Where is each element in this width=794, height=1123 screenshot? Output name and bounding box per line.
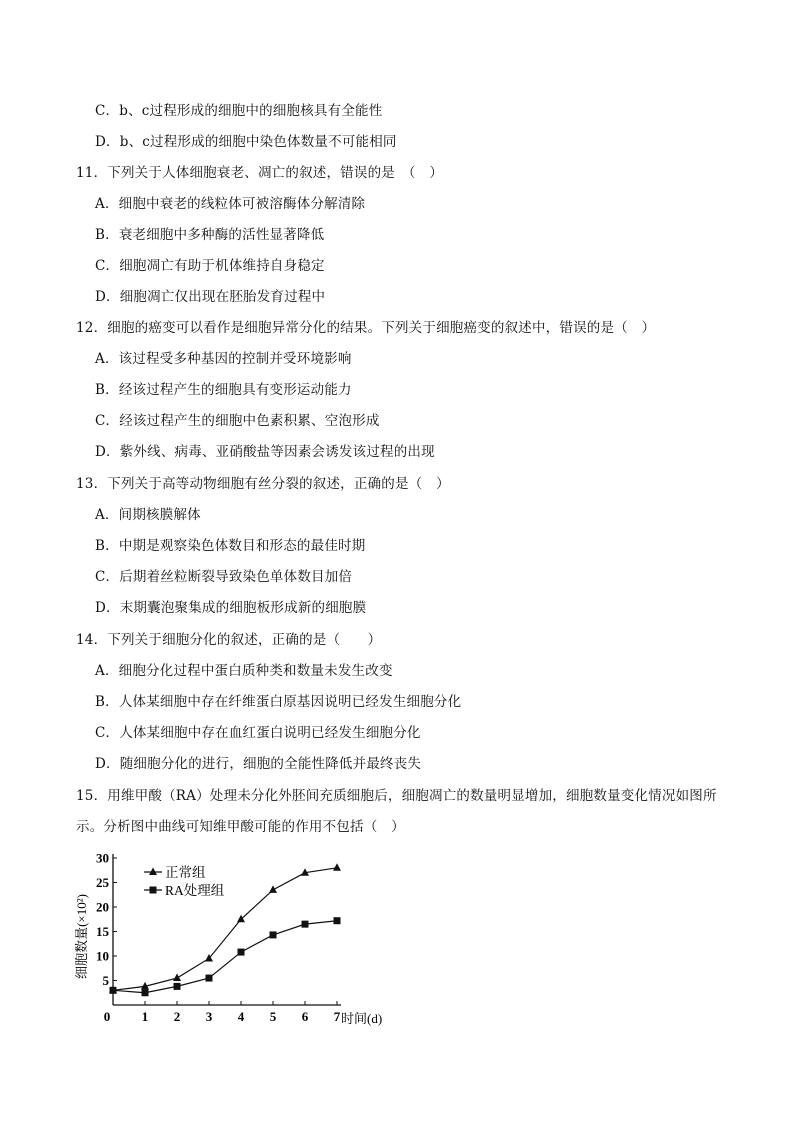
data-point-square bbox=[110, 987, 117, 994]
q14-option-b: B．人体某细胞中存在纤维蛋白原基因说明已经发生细胞分化 bbox=[95, 694, 462, 710]
data-point-triangle bbox=[269, 885, 277, 893]
q10-option-c: C．b、c过程形成的细胞中的细胞核具有全能性 bbox=[95, 103, 383, 119]
q11-option-a: A．细胞中衰老的线粒体可被溶酶体分解清除 bbox=[95, 196, 366, 212]
q13-option-a: A．间期核膜解体 bbox=[95, 507, 201, 523]
q11-option-d: D．细胞凋亡仅出现在胚胎发育过程中 bbox=[95, 289, 326, 305]
x-tick-label: 6 bbox=[301, 1009, 309, 1024]
series-line-0 bbox=[113, 868, 337, 991]
q13-option-c: C．后期着丝粒断裂导致染色单体数目加倍 bbox=[95, 569, 353, 585]
q13-option-d: D．末期囊泡聚集成的细胞板形成新的细胞膜 bbox=[95, 600, 367, 616]
q14-option-a: A．细胞分化过程中蛋白质种类和数量未发生改变 bbox=[95, 663, 393, 679]
y-tick-label: 20 bbox=[96, 899, 109, 915]
q12-option-a: A．该过程受多种基因的控制并受环境影响 bbox=[95, 351, 352, 367]
x-axis-label: 时间(d) bbox=[341, 1011, 383, 1026]
question-12: 12．细胞的癌变可以看作是细胞异常分化的结果。下列关于细胞癌变的叙述中，错误的是（ ） bbox=[76, 320, 656, 336]
legend-label-0: 正常组 bbox=[165, 865, 206, 880]
question-11: 11．下列关于人体细胞衰老、凋亡的叙述，错误的是 （ ） bbox=[76, 165, 444, 181]
q11-option-c: C．细胞凋亡有助于机体维持自身稳定 bbox=[95, 258, 325, 274]
question-14: 14．下列关于细胞分化的叙述，正确的是（ ） bbox=[76, 632, 382, 648]
data-point-square bbox=[334, 917, 341, 924]
data-point-triangle bbox=[333, 863, 341, 871]
q12-option-b: B．经该过程产生的细胞具有变形运动能力 bbox=[95, 382, 352, 398]
data-point-square bbox=[270, 931, 277, 938]
x-tick-label: 1 bbox=[141, 1009, 149, 1024]
x-tick-label: 2 bbox=[173, 1009, 181, 1024]
cell-count-line-chart bbox=[70, 848, 400, 1028]
question-15: 15．用维甲酸（RA）处理未分化外胚间充质细胞后，细胞凋亡的数量明显增加，细胞数量变化情况如图所 bbox=[76, 788, 717, 804]
y-axis-label: 细胞数量(×10²) bbox=[74, 894, 89, 979]
x-tick-label: 5 bbox=[269, 1009, 277, 1024]
y-tick-label: 5 bbox=[102, 973, 109, 988]
q10-option-d: D．b、c过程形成的细胞中染色体数量不可能相同 bbox=[95, 134, 397, 150]
y-tick-label: 25 bbox=[96, 875, 109, 890]
legend-marker-triangle bbox=[149, 868, 157, 876]
q14-option-c: C．人体某细胞中存在血红蛋白说明已经发生细胞分化 bbox=[95, 725, 421, 741]
q12-option-d: D．紫外线、病毒、亚硝酸盐等因素会诱发该过程的出现 bbox=[95, 444, 435, 460]
q14-option-d: D．随细胞分化的进行，细胞的全能性降低并最终丧失 bbox=[95, 756, 422, 772]
y-tick-label: 30 bbox=[96, 850, 109, 866]
data-point-square bbox=[238, 949, 245, 956]
data-point-square bbox=[142, 989, 149, 996]
data-point-square bbox=[206, 975, 213, 982]
y-tick-label: 15 bbox=[96, 924, 109, 939]
data-point-square bbox=[302, 921, 309, 928]
y-tick-label: 10 bbox=[96, 948, 109, 964]
data-point-triangle bbox=[173, 974, 181, 982]
q12-option-c: C．经该过程产生的细胞中色素积累、空泡形成 bbox=[95, 413, 380, 429]
data-point-square bbox=[174, 983, 181, 990]
legend-label-1: RA处理组 bbox=[165, 883, 225, 898]
legend-marker-square bbox=[150, 887, 157, 894]
series-line-1 bbox=[113, 921, 337, 993]
q13-option-b: B．中期是观察染色体数目和形态的最佳时期 bbox=[95, 538, 366, 554]
x-tick-label: 3 bbox=[205, 1009, 213, 1024]
question-13: 13．下列关于高等动物细胞有丝分裂的叙述，正确的是（ ） bbox=[76, 476, 450, 492]
question-15-continued: 示。分析图中曲线可知维甲酸可能的作用不包括（ ） bbox=[76, 819, 405, 835]
x-tick-label: 4 bbox=[237, 1009, 245, 1024]
x-tick-label: 0 bbox=[103, 1009, 111, 1024]
q11-option-b: B．衰老细胞中多种酶的活性显著降低 bbox=[95, 227, 325, 243]
x-tick-label: 7 bbox=[333, 1009, 341, 1024]
